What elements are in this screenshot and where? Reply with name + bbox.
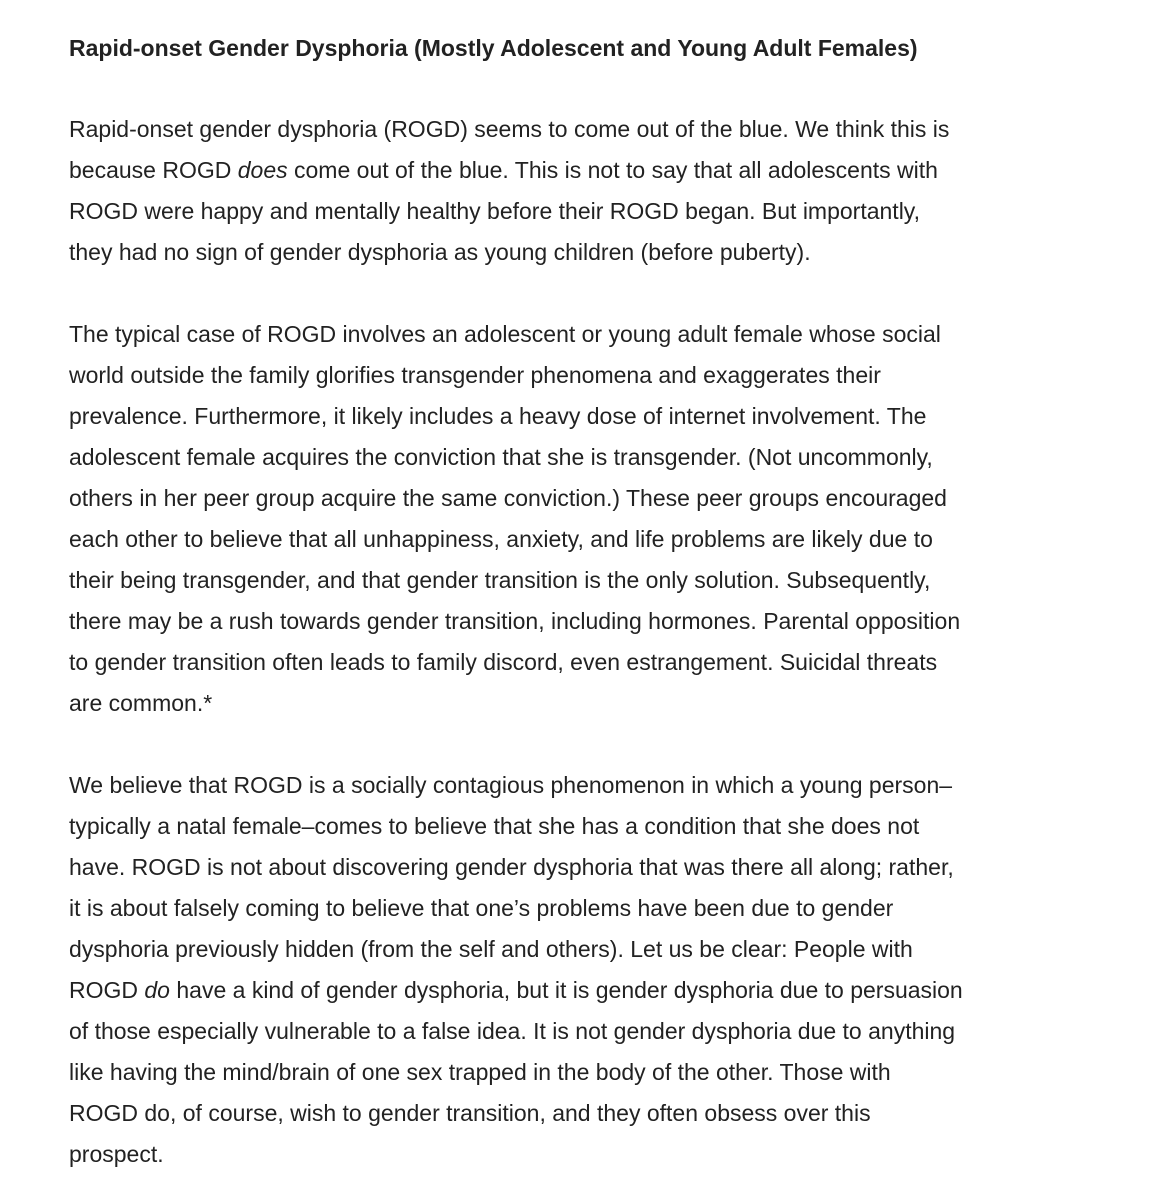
text-segment: world outside the family glorifies transgender phenomena and exaggerates their [69,362,881,388]
text-segment: like having the mind/brain of one sex trapped in the body of the other. Those with [69,1059,891,1085]
text-line [69,929,1069,970]
body-paragraph [69,109,1069,273]
body-paragraph [69,765,1069,1175]
text-line [69,1011,1069,1052]
text-segment: there may be a rush towards gender transition, including hormones. Parental opposition [69,608,961,634]
text-line [69,970,1069,1011]
body-paragraph [69,314,1069,724]
text-segment: ROGD do, of course, wish to gender transition, and they often obsess over this [69,1100,871,1126]
text-line [69,1052,1069,1093]
text-segment: it is about falsely coming to believe that one’s problems have been due to gender [69,895,894,921]
text-segment: are common.* [69,690,213,716]
text-segment: The typical case of ROGD involves an adolescent or young adult female whose social [69,321,941,347]
text-line [69,232,1069,273]
text-segment: of those especially vulnerable to a false idea. It is not gender dysphoria due to anything [69,1018,956,1044]
text-segment: adolescent female acquires the conviction that she is transgender. (Not uncommonly, [69,444,933,470]
text-segment: they had no sign of gender dysphoria as young children (before puberty). [69,239,811,265]
text-line [69,519,1069,560]
text-segment: each other to believe that all unhappiness, anxiety, and life problems are likely due to [69,526,933,552]
article-heading: Rapid-onset Gender Dysphoria (Mostly Adolescent and Young Adult Females) [69,35,918,61]
article-body [69,109,1069,1175]
text-line [69,888,1069,929]
text-line [69,314,1069,355]
text-segment: come out of the blue. This is not to say that all adolescents with [287,157,938,183]
text-line [69,355,1069,396]
text-segment: ROGD [69,977,145,1003]
text-line [69,1093,1069,1134]
article [69,28,1069,1175]
text-segment: to gender transition often leads to family discord, even estrangement. Suicidal threats [69,649,938,675]
text-segment: have a kind of gender dysphoria, but it is gender dysphoria due to persuasion [169,977,963,1003]
text-line [69,191,1069,232]
text-segment: others in her peer group acquire the same conviction.) These peer groups encouraged [69,485,947,511]
text-segment: prevalence. Furthermore, it likely includes a heavy dose of internet involvement. The [69,403,927,429]
text-segment: Rapid-onset gender dysphoria (ROGD) seems to come out of the blue. We think this is [69,116,950,142]
text-line [69,396,1069,437]
text-line [69,806,1069,847]
text-line [69,478,1069,519]
text-line [69,150,1069,191]
text-segment: prospect. [69,1141,164,1167]
text-line [69,642,1069,683]
text-line [69,437,1069,478]
text-line [69,765,1069,806]
emphasized-text: do [144,977,170,1003]
emphasized-text: does [237,157,288,183]
text-line [69,1134,1069,1175]
text-segment: typically a natal female–comes to believe that she has a condition that she does not [69,813,920,839]
text-line [69,560,1069,601]
text-segment: We believe that ROGD is a socially contagious phenomenon in which a young person– [69,772,953,798]
text-line [69,109,1069,150]
text-line [69,601,1069,642]
text-segment: because ROGD [69,157,238,183]
text-segment: have. ROGD is not about discovering gender dysphoria that was there all along; rather, [69,854,954,880]
text-line [69,683,1069,724]
text-segment: their being transgender, and that gender transition is the only solution. Subsequently, [69,567,931,593]
text-segment: ROGD were happy and mentally healthy before their ROGD began. But importantly, [69,198,920,224]
text-segment: dysphoria previously hidden (from the self and others). Let us be clear: People with [69,936,913,962]
text-line [69,847,1069,888]
